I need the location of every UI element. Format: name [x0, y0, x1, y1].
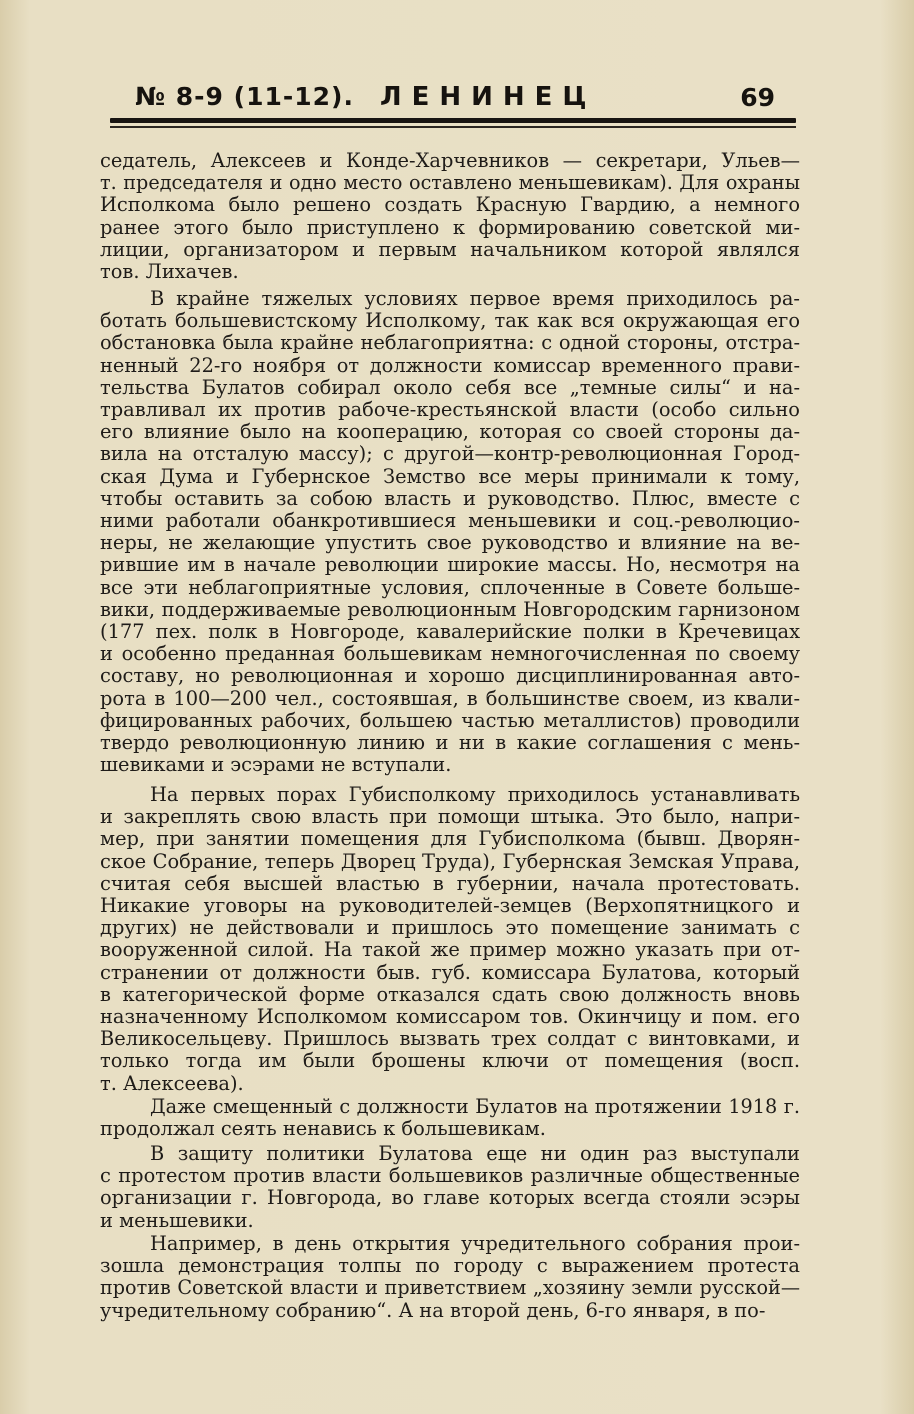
text-line: твердо революционную линию и ни в какие соглашения с мень-	[100, 731, 800, 755]
text-line: организации г. Новгорода, во главе которых всегда стояли эсэры	[100, 1186, 800, 1210]
text-line: т. Алексеева).	[100, 1071, 244, 1095]
text-line: чтобы оставить за собою власть и руководство. Плюс, вместе с	[100, 486, 800, 510]
text-line: Например, в день открытия учредительного собрания прои-	[150, 1232, 800, 1255]
text-line: все эти неблагоприятные условия, сплоченные в Совете больше-	[100, 575, 800, 599]
text-line: т. председателя и одно место оставлено меньшевикам). Для охраны	[100, 171, 800, 195]
text-line: рота в 100—200 чел., состоявшая, в большинстве своем, из квали-	[100, 686, 800, 710]
text-line: В защиту политики Булатова еще ни один раз выступали	[150, 1142, 800, 1165]
text-line: В крайне тяжелых условиях первое время приходилось ра-	[150, 287, 800, 310]
text-line: вооруженной силой. На такой же пример можно указать при от-	[100, 938, 800, 962]
paragraph	[100, 150, 800, 283]
text-line: Великосельцеву. Пришлось вызвать трех солдат с винтовками, и	[100, 1027, 800, 1051]
text-line: седатель, Алексеев и Конде-Харчевников — секретари, Ульев—	[100, 149, 800, 172]
text-line: неры, не желающие упустить свое руководство и влияние на ве-	[100, 531, 800, 555]
text-line: лиции, организатором и первым начальником которой являлся	[100, 237, 800, 261]
paragraph	[100, 288, 800, 776]
paragraph	[100, 1143, 800, 1232]
paragraph	[100, 784, 800, 1095]
text-line: вила на отсталую массу); с другой—контр-революционная Город-	[100, 442, 800, 466]
text-line: назначенному Исполкомом комиссаром тов. Окинчицу и пом. его	[100, 1005, 800, 1029]
text-line: (177 пех. полк в Новгороде, кавалерийские полки в Кречевицах	[100, 620, 800, 644]
text-line: зошла демонстрация толпы по городу с выражением протеста	[100, 1254, 800, 1278]
page-number: 69	[740, 83, 775, 112]
text-line: ботать большевистскому Исполкому, так как вся окружающая его	[100, 309, 800, 333]
text-line: тельства Булатов собирал около себя все „темные силы“ и на-	[100, 375, 800, 399]
text-line: и меньшевики.	[100, 1208, 254, 1232]
text-line: и закреплять свою власть при помощи штыка. Это было, напри-	[100, 805, 800, 829]
text-line: На первых порах Губисполкому приходилось устанавливать	[150, 783, 800, 806]
text-line: составу, но революционная и хорошо дисциплинированная авто-	[100, 664, 800, 688]
running-header	[135, 82, 775, 118]
text-line: ская Дума и Губернское Земство все меры принимали к тому,	[100, 464, 800, 488]
text-line: шевиками и эсэрами не вступали.	[100, 753, 452, 777]
text-line: ними работали обанкротившиеся меньшевики и соц.-революцио-	[100, 509, 800, 533]
text-line: других) не действовали и пришлось это помещение занимать с	[100, 916, 800, 940]
paragraph	[100, 1096, 800, 1140]
text-line: Исполкома было решено создать Красную Гвардию, а немного	[100, 193, 800, 217]
header-rule-thick	[110, 118, 796, 123]
text-line: ское Собрание, теперь Дворец Труда), Губернская Земская Управа,	[100, 849, 800, 873]
text-line: с протестом против власти большевиков различные общественные	[100, 1164, 800, 1188]
text-line: травливал их против рабоче-крестьянской власти (особо сильно	[100, 398, 800, 422]
issue-number: № 8-9 (11-12).	[135, 82, 354, 111]
text-line: Даже смещенный с должности Булатов на протяжении 1918 г.	[150, 1095, 800, 1118]
text-line: считая себя высшей властью в губернии, начала протестовать.	[100, 871, 800, 895]
header-rule-thin	[110, 126, 796, 128]
text-line: и особенно преданная большевикам немногочисленная по своему	[100, 642, 800, 666]
text-line: в категорической форме отказался сдать свою должность вновь	[100, 982, 800, 1006]
text-line: мер, при занятии помещения для Губисполкома (бывш. Дворян-	[100, 827, 800, 851]
text-line: рившие им в начале революции широкие массы. Но, несмотря на	[100, 553, 800, 577]
text-line: странении от должности быв. губ. комиссара Булатова, который	[100, 960, 800, 984]
text-line: обстановка была крайне неблагоприятна: с одной стороны, отстра-	[100, 331, 800, 355]
text-line: вики, поддерживаемые революционным Новгородским гарнизоном	[100, 597, 800, 621]
text-line: ранее этого было приступлено к формированию советской ми-	[100, 215, 800, 239]
text-line: ненный 22-го ноября от должности комиссар временного прави-	[100, 353, 800, 377]
text-line: его влияние было на кооперацию, которая со своей стороны да-	[100, 420, 800, 444]
periodical-title: ЛЕНИНЕЦ	[380, 82, 597, 112]
text-line: учредительному собранию“. А на второй день, 6-го января, в по-	[100, 1298, 766, 1322]
paragraph	[100, 1233, 800, 1322]
text-line: Никакие уговоры на руководителей-земцев (Верхопятницкого и	[100, 894, 800, 918]
text-line: фицированных рабочих, большею частью металлистов) проводили	[100, 708, 800, 732]
text-line: только тогда им были брошены ключи от помещения (восп.	[100, 1049, 800, 1073]
text-line: продолжал сеять ненавись к большевикам.	[100, 1117, 546, 1141]
text-line: тов. Лихачев.	[100, 260, 239, 284]
text-line: против Советской власти и приветствием „хозяину земли русской—	[100, 1276, 800, 1300]
